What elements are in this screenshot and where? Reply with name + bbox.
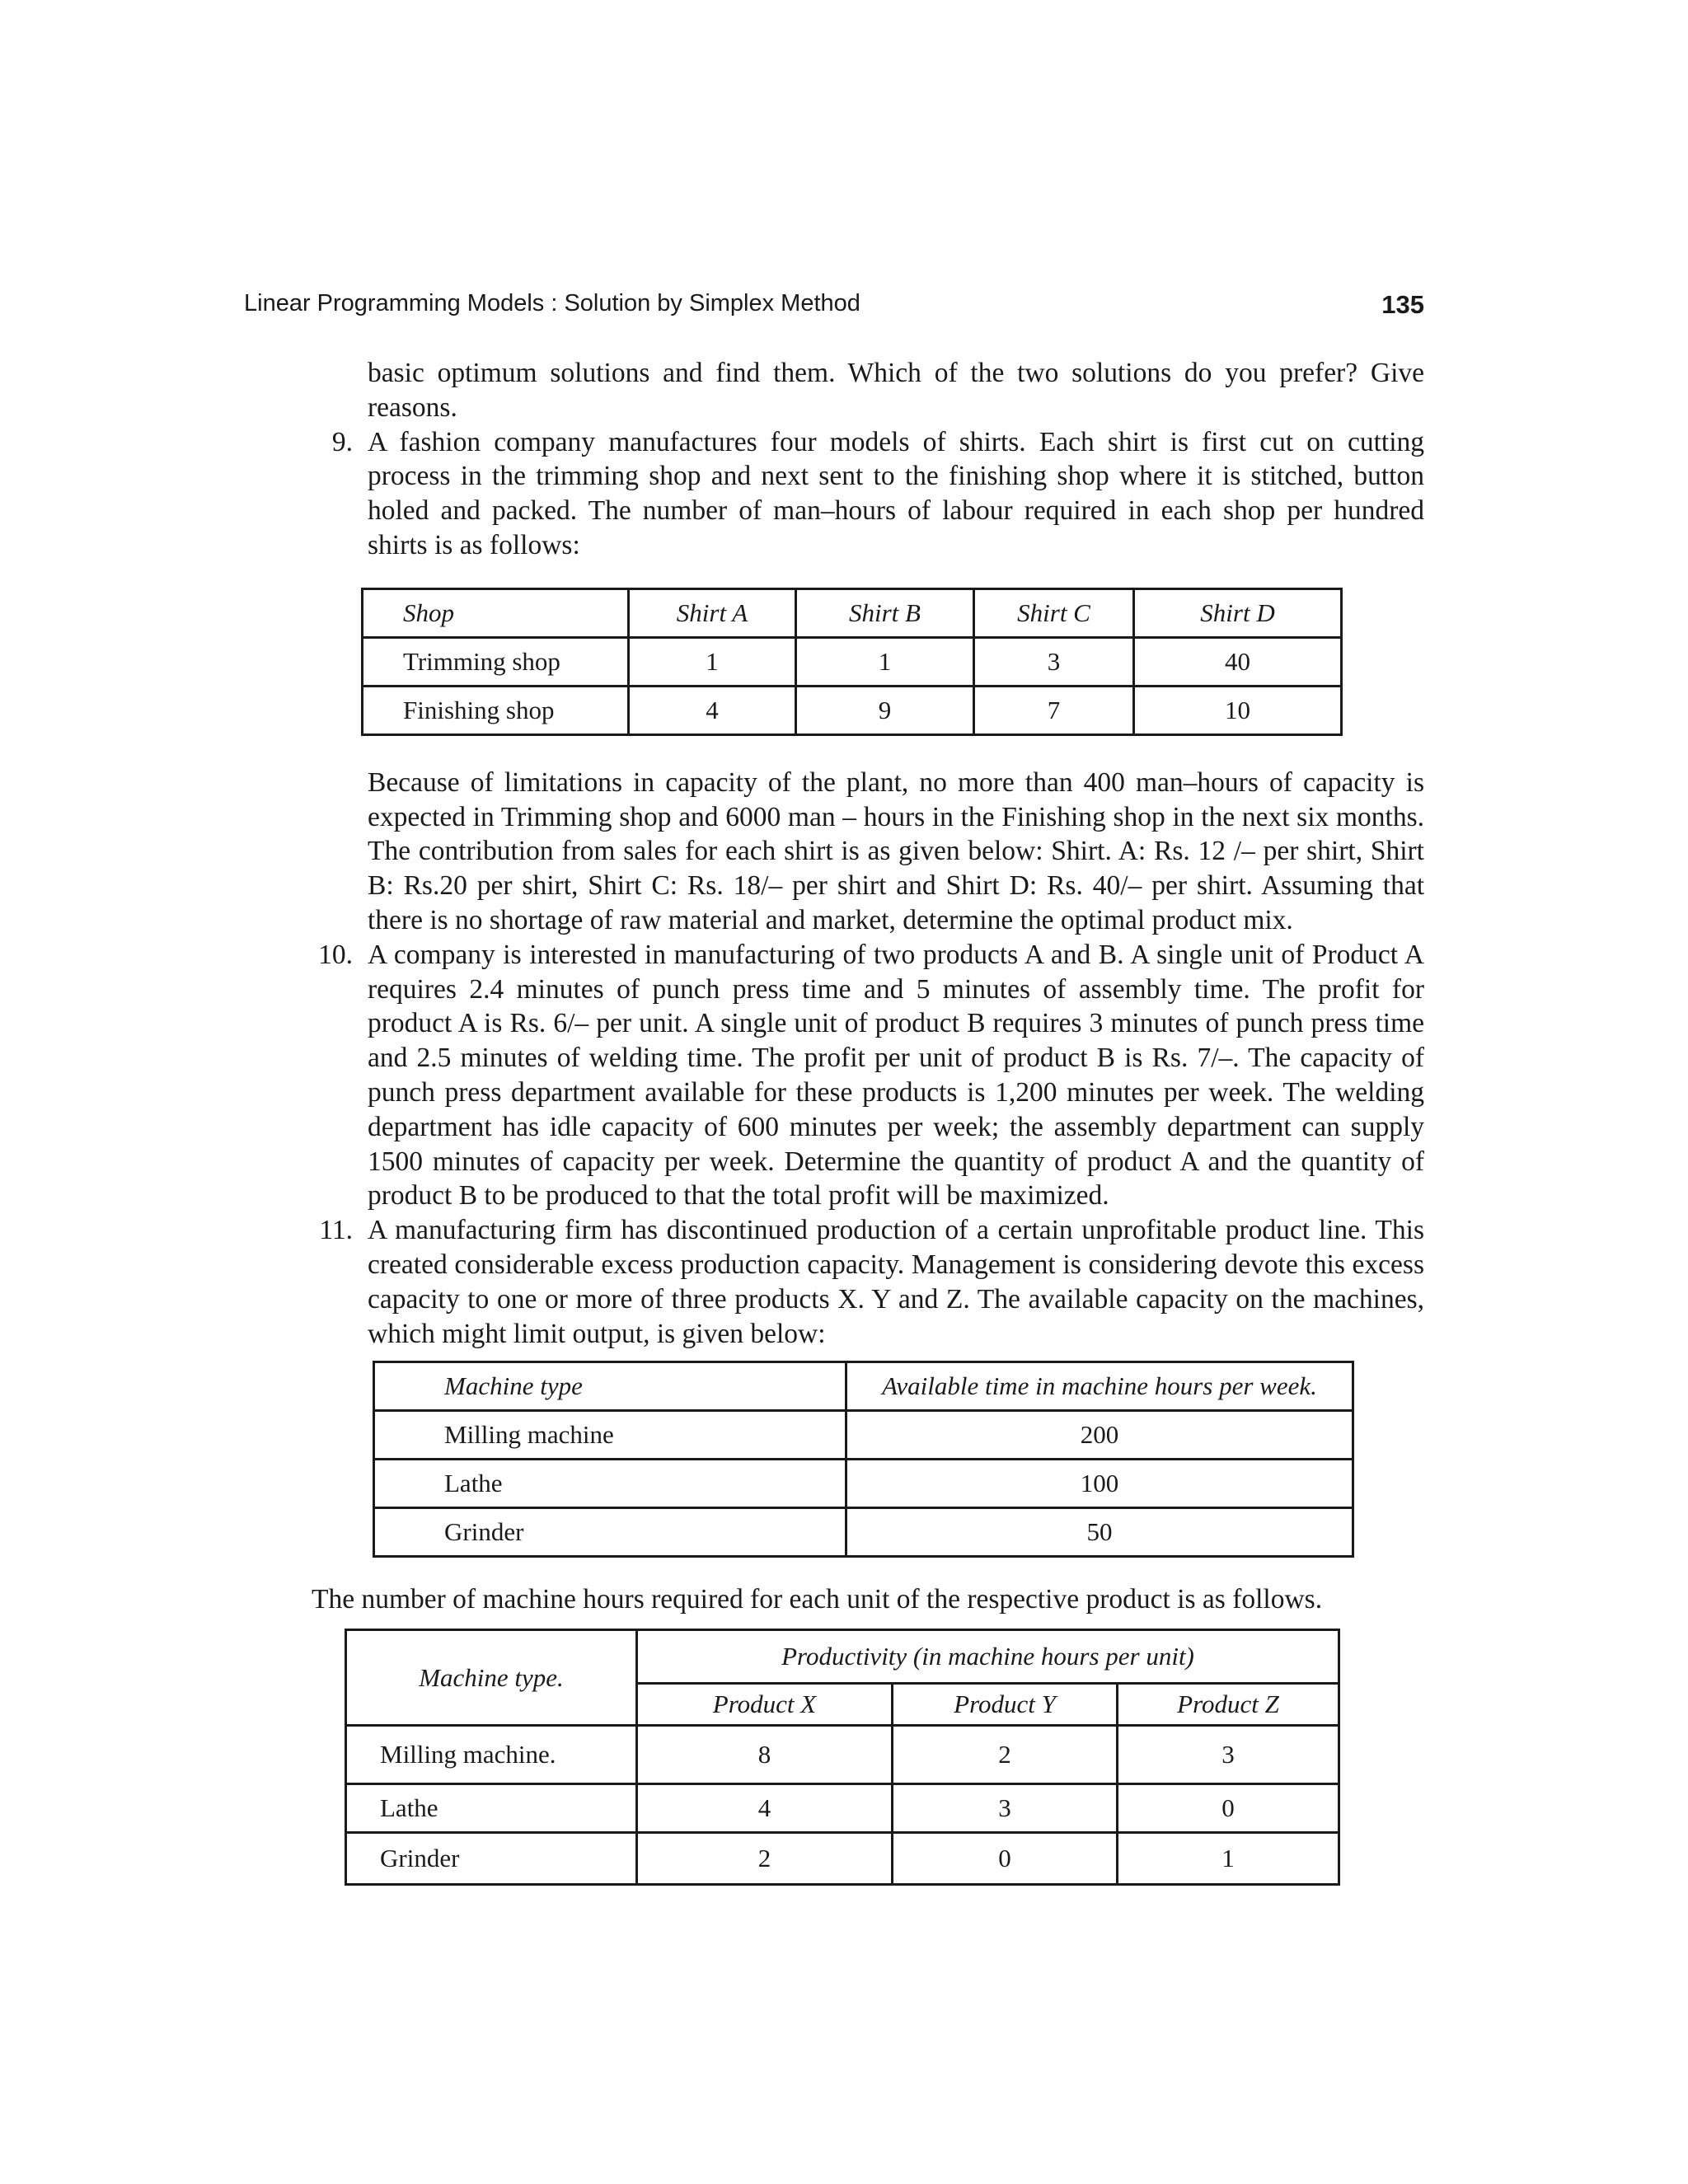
row-label: Milling machine. xyxy=(346,1726,637,1784)
row-label: Milling machine xyxy=(374,1411,846,1460)
shirt-labour-table xyxy=(361,588,1343,736)
question-11 xyxy=(319,1213,1424,1351)
col-header-shirt-a: Shirt A xyxy=(629,588,796,637)
table-cell: 1 xyxy=(1118,1833,1339,1885)
table-cell: 100 xyxy=(846,1460,1353,1508)
table-cell: 40 xyxy=(1134,637,1342,686)
table-cell: 1 xyxy=(629,637,796,686)
table-cell: 200 xyxy=(846,1411,1353,1460)
table-row xyxy=(346,1833,1339,1885)
table-header-row xyxy=(363,588,1342,637)
question-11-number: 11. xyxy=(319,1215,353,1246)
table-cell: 8 xyxy=(637,1726,893,1784)
question-9-number: 9. xyxy=(331,426,353,457)
table-row xyxy=(374,1460,1353,1508)
col-header-product-z: Product Z xyxy=(1118,1684,1339,1726)
table-cell: 0 xyxy=(893,1833,1118,1885)
question-10-number: 10. xyxy=(318,939,353,970)
table-cell: 50 xyxy=(846,1508,1353,1557)
table-cell: 3 xyxy=(1118,1726,1339,1784)
row-label: Finishing shop xyxy=(363,686,629,734)
row-label: Lathe xyxy=(346,1784,637,1833)
table-cell: 3 xyxy=(974,637,1134,686)
question-9 xyxy=(331,425,1424,563)
table-row xyxy=(346,1784,1339,1833)
col-header-machine-type: Machine type xyxy=(374,1362,846,1411)
row-label: Grinder xyxy=(374,1508,846,1557)
table-row xyxy=(374,1508,1353,1557)
continued-paragraph: basic optimum solutions and find them. Which of the two solutions do you prefer? Give reasons. xyxy=(368,358,1424,423)
row-label: Trimming shop xyxy=(363,637,629,686)
table-row xyxy=(374,1411,1353,1460)
question-10-text: A company is interested in manufacturing of two products A and B. A single unit of Product A requires 2.4 minutes of punch press time and 5 minutes of assembly time. The profit for product A is Rs. 6/– per unit. A single unit of product B requires 3 minutes of punch press time and 2.5 minutes of welding time. The profit per unit of product B is Rs. 7/–. The capacity of punch press department available for these products is 1,200 minutes per week. The welding department has idle capacity of 600 minutes per week; the assembly department can supply 1500 minutes of capacity per week. Determine the quantity of product A and the quantity of product B to be produced to that the total profit will be maximized. xyxy=(368,939,1424,1212)
table-cell: 4 xyxy=(629,686,796,734)
page-number: 135 xyxy=(1381,290,1424,319)
table-cell: 9 xyxy=(796,686,974,734)
table-cell: 2 xyxy=(637,1833,893,1885)
table-cell: 2 xyxy=(893,1726,1118,1784)
col-header-shirt-b: Shirt B xyxy=(796,588,974,637)
table-cell: 4 xyxy=(637,1784,893,1833)
table-row xyxy=(346,1726,1339,1784)
col-header-product-x: Product X xyxy=(637,1684,893,1726)
table-cell: 10 xyxy=(1134,686,1342,734)
question-11-text: A manufacturing firm has discontinued production of a certain unprofitable product line. This created considerable excess production capacity. Management is considering devote this excess capacity to one or more of three products X. Y and Z. The available capacity on the machines, which might limit output, is given below: xyxy=(368,1215,1424,1349)
row-label: Lathe xyxy=(374,1460,846,1508)
machine-capacity-table xyxy=(373,1361,1354,1558)
group-header-productivity: Productivity (in machine hours per unit) xyxy=(637,1630,1339,1684)
col-header-available-time: Available time in machine hours per week. xyxy=(846,1362,1353,1411)
table-cell: 7 xyxy=(974,686,1134,734)
question-9-text: A fashion company manufactures four models of shirts. Each shirt is first cut on cutting process in the trimming shop and next sent to the finishing shop where it is stitched, button holed and packed. The number of man–hours of labour required in each shop per hundred shirts is as follows: xyxy=(368,426,1424,560)
question-10 xyxy=(318,938,1424,1213)
table-intro-text: The number of machine hours required for each unit of the respective product is as follows. xyxy=(312,1584,1323,1615)
col-header-product-y: Product Y xyxy=(893,1684,1118,1726)
table-cell: 3 xyxy=(893,1784,1118,1833)
col-header-shop: Shop xyxy=(363,588,629,637)
running-header xyxy=(244,290,1424,328)
col-header-shirt-d: Shirt D xyxy=(1134,588,1342,637)
row-label: Grinder xyxy=(346,1833,637,1885)
question-9-continuation: Because of limitations in capacity of the plant, no more than 400 man–hours of capacity is expected in Trimming shop and 6000 man – hours in the Finishing shop in the next six months. The contribution from sales for each shirt is as given below: Shirt. A: Rs. 12 /– per shirt, Shirt B: Rs.20 per shirt, Shirt C: Rs. 18/– per shirt and Shirt D: Rs. 40/– per shirt. Assuming that there is no shortage of raw material and market, determine the optimal product mix. xyxy=(368,766,1424,935)
running-title: Linear Programming Models : Solution by Simplex Method xyxy=(244,290,860,316)
page-body xyxy=(247,356,1424,1886)
table-row xyxy=(363,686,1342,734)
table-cell: 1 xyxy=(796,637,974,686)
table-header-row xyxy=(346,1630,1339,1684)
col-header-machine-type: Machine type. xyxy=(346,1630,637,1726)
col-header-shirt-c: Shirt C xyxy=(974,588,1134,637)
table-cell: 0 xyxy=(1118,1784,1339,1833)
machine-hours-table xyxy=(345,1629,1340,1886)
table-header-row xyxy=(374,1362,1353,1411)
table-row xyxy=(363,637,1342,686)
